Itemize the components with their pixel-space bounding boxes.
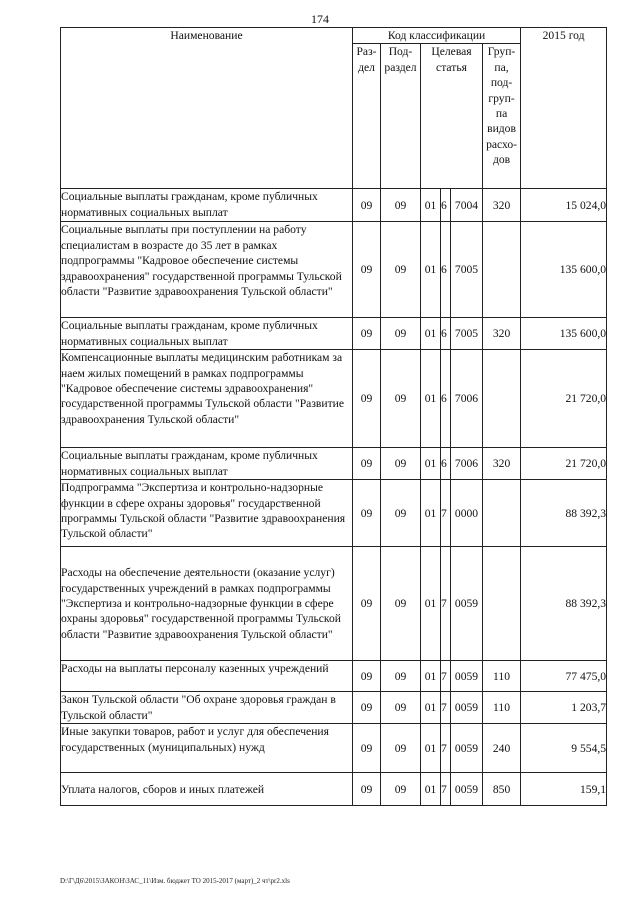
row-subsection: 09 [381, 480, 421, 547]
row-article-code: 0000 [451, 480, 483, 547]
row-amount: 135 600,0 [521, 318, 607, 350]
row-expense-group: 320 [483, 189, 521, 222]
row-program: 01 [421, 189, 441, 222]
row-article-code: 0059 [451, 773, 483, 806]
row-expense-group [483, 480, 521, 547]
row-expense-group: 320 [483, 448, 521, 480]
row-program: 01 [421, 318, 441, 350]
row-subprogram: 7 [441, 661, 451, 692]
row-subsection: 09 [381, 773, 421, 806]
row-article-code: 7004 [451, 189, 483, 222]
row-amount: 77 475,0 [521, 661, 607, 692]
row-expense-group [483, 350, 521, 448]
row-amount: 9 554,5 [521, 724, 607, 773]
row-name: Закон Тульской области "Об охране здоровья граждан в Тульской области" [61, 692, 353, 724]
row-subsection: 09 [381, 448, 421, 480]
row-program: 01 [421, 692, 441, 724]
file-path-footer: D:\Г\Д6\2015\ЗАКОН\ЗАС_11\Изм. бюджет ТО 2015-2017 (март)_2 чт\pr2.xls [60, 877, 290, 885]
row-subsection: 09 [381, 692, 421, 724]
row-article-code: 7005 [451, 318, 483, 350]
table-row [61, 189, 607, 222]
row-name: Социальные выплаты при поступлении на работу специалистам в возрасте до 35 лет в рамках подпрограммы "Кадровое обеспечение системы здравоохранения" государственной программы Тульской области "Развитие здравоохранения Тульской области" [61, 222, 353, 318]
table-row [61, 480, 607, 547]
row-subprogram: 7 [441, 724, 451, 773]
row-section: 09 [353, 480, 381, 547]
table-row [61, 222, 607, 318]
row-expense-group [483, 547, 521, 661]
row-article-code: 7005 [451, 222, 483, 318]
header-subsection: Под- раздел [381, 44, 421, 189]
row-article-code: 7006 [451, 350, 483, 448]
row-subprogram: 7 [441, 547, 451, 661]
header-year: 2015 год [521, 28, 607, 189]
row-section: 09 [353, 448, 381, 480]
budget-table [60, 27, 607, 806]
row-subprogram: 7 [441, 692, 451, 724]
row-subprogram: 6 [441, 189, 451, 222]
row-section: 09 [353, 350, 381, 448]
row-program: 01 [421, 448, 441, 480]
row-name: Уплата налогов, сборов и иных платежей [61, 773, 353, 806]
row-subprogram: 6 [441, 448, 451, 480]
row-article-code: 0059 [451, 661, 483, 692]
row-amount: 1 203,7 [521, 692, 607, 724]
row-name: Социальные выплаты гражданам, кроме публичных нормативных социальных выплат [61, 189, 353, 222]
row-subsection: 09 [381, 189, 421, 222]
table-row [61, 318, 607, 350]
row-section: 09 [353, 318, 381, 350]
row-amount: 88 392,3 [521, 547, 607, 661]
row-name: Социальные выплаты гражданам, кроме публичных нормативных социальных выплат [61, 448, 353, 480]
row-expense-group: 850 [483, 773, 521, 806]
row-expense-group: 320 [483, 318, 521, 350]
row-expense-group [483, 222, 521, 318]
page-number: 174 [311, 12, 329, 26]
row-subprogram: 6 [441, 318, 451, 350]
row-article-code: 7006 [451, 448, 483, 480]
row-article-code: 0059 [451, 547, 483, 661]
row-expense-group: 110 [483, 692, 521, 724]
row-subprogram: 6 [441, 350, 451, 448]
row-subsection: 09 [381, 547, 421, 661]
row-expense-group: 240 [483, 724, 521, 773]
row-subsection: 09 [381, 350, 421, 448]
row-subsection: 09 [381, 222, 421, 318]
row-name: Иные закупки товаров, работ и услуг для обеспечения государственных (муниципальных) нужд [61, 724, 353, 773]
row-amount: 21 720,0 [521, 448, 607, 480]
row-program: 01 [421, 724, 441, 773]
row-amount: 21 720,0 [521, 350, 607, 448]
row-section: 09 [353, 692, 381, 724]
row-article-code: 0059 [451, 692, 483, 724]
table-row [61, 350, 607, 448]
header-section: Раз- дел [353, 44, 381, 189]
header-target-article: Целевая статья [421, 44, 483, 189]
row-article-code: 0059 [451, 724, 483, 773]
table-row [61, 448, 607, 480]
row-name: Социальные выплаты гражданам, кроме публичных нормативных социальных выплат [61, 318, 353, 350]
row-subprogram: 7 [441, 480, 451, 547]
table-row [61, 692, 607, 724]
row-section: 09 [353, 189, 381, 222]
row-section: 09 [353, 661, 381, 692]
row-subsection: 09 [381, 318, 421, 350]
row-name: Расходы на выплаты персоналу казенных учреждений [61, 661, 353, 692]
table-row [61, 547, 607, 661]
table-row [61, 661, 607, 692]
row-amount: 135 600,0 [521, 222, 607, 318]
row-amount: 88 392,3 [521, 480, 607, 547]
row-amount: 159,1 [521, 773, 607, 806]
row-section: 09 [353, 547, 381, 661]
row-program: 01 [421, 480, 441, 547]
row-program: 01 [421, 773, 441, 806]
table-row [61, 724, 607, 773]
header-classification: Код классификации [353, 28, 521, 44]
row-name: Подпрограмма "Экспертиза и контрольно-надзорные функции в сфере охраны здоровья" государственной программы Тульской области "Развитие здравоохранения Тульской области" [61, 480, 353, 547]
row-section: 09 [353, 222, 381, 318]
row-name: Расходы на обеспечение деятельности (оказание услуг) государственных учреждений в рамках подпрограммы "Экспертиза и контрольно-надзорные функции в сфере охраны здоровья" государственной программы Тульской области "Развитие здравоохранения Тульской области" [61, 547, 353, 661]
row-subsection: 09 [381, 724, 421, 773]
header-expense-group: Груп- па, под- груп- па видов расхо- дов [483, 44, 521, 189]
row-section: 09 [353, 773, 381, 806]
row-subprogram: 7 [441, 773, 451, 806]
row-subsection: 09 [381, 661, 421, 692]
row-program: 01 [421, 547, 441, 661]
row-amount: 15 024,0 [521, 189, 607, 222]
row-expense-group: 110 [483, 661, 521, 692]
row-name: Компенсационные выплаты медицинским работникам за наем жилых помещений в рамках подпрограммы "Кадровое обеспечение системы здравоохранения" государственной программы Тульской области "Развитие здравоохранения Тульской области" [61, 350, 353, 448]
header-name: Наименование [61, 28, 353, 189]
row-program: 01 [421, 222, 441, 318]
row-program: 01 [421, 350, 441, 448]
table-row [61, 773, 607, 806]
row-section: 09 [353, 724, 381, 773]
row-subprogram: 6 [441, 222, 451, 318]
row-program: 01 [421, 661, 441, 692]
